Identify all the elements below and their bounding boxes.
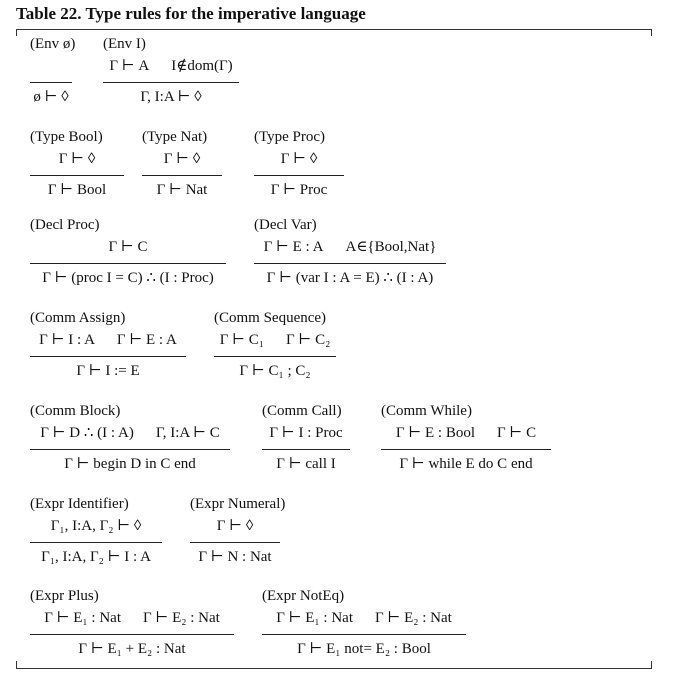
premise-part: Γ ⊢ E₂ : Nat	[375, 610, 452, 626]
rule-env-i	[103, 34, 239, 109]
inference-bar	[30, 263, 226, 264]
rule-conclusion: Γ₁, I:A, Γ₂ ⊢ I : A	[41, 549, 151, 565]
rule-premise: Γ ⊢ I : Proc	[269, 425, 343, 441]
inference-bar	[262, 634, 466, 635]
rule-premise	[30, 328, 186, 352]
rule-comm-block	[30, 401, 230, 476]
rule-conclusion: Γ ⊢ E₁ not= E₂ : Bool	[297, 641, 431, 657]
table-frame-bottom	[16, 668, 652, 669]
inference-bar	[30, 82, 72, 83]
premise-part: Γ ⊢ C₁	[219, 332, 264, 348]
inference-bar	[103, 82, 239, 83]
rule-premise: Γ ⊢ ◊	[163, 151, 201, 167]
rule-name: (Decl Var)	[254, 217, 317, 233]
rule-name: (Comm Sequence)	[214, 310, 327, 326]
rule-name: (Type Proc)	[254, 129, 326, 145]
rule-name: (Env ø)	[30, 36, 76, 52]
frame-tick-right	[651, 29, 652, 36]
inference-bar	[190, 542, 280, 543]
premise-part: Γ ⊢ E : A	[116, 332, 177, 348]
rule-type-bool	[30, 127, 124, 202]
rule-conclusion: Γ ⊢ (var I : A = E) ∴ (I : A)	[266, 270, 434, 286]
inference-bar	[254, 263, 446, 264]
frame-tick-left	[16, 29, 17, 36]
premise-part: Γ ⊢ C	[497, 425, 537, 441]
inference-bar	[30, 449, 230, 450]
premise-part: Γ ⊢ C₂	[286, 332, 331, 348]
table-frame-top	[16, 29, 652, 30]
premise-part: Γ ⊢ E₂ : Nat	[143, 610, 220, 626]
rule-premise: Γ ⊢ C	[108, 239, 148, 255]
table-title: Table 22. Type rules for the imperative language	[16, 4, 366, 23]
premise-part: Γ ⊢ D ∴ (I : A)	[40, 425, 134, 441]
rule-conclusion: Γ ⊢ I := E	[76, 363, 140, 379]
rule-premise	[381, 421, 551, 445]
premise-part: Γ ⊢ E : Bool	[395, 425, 475, 441]
rule-env-empty	[30, 34, 76, 109]
inference-bar	[142, 175, 222, 176]
rule-type-nat	[142, 127, 222, 202]
rule-name: (Expr Identifier)	[30, 496, 129, 512]
rule-conclusion: Γ ⊢ call I	[276, 456, 336, 472]
rule-conclusion: Γ ⊢ Proc	[270, 182, 328, 198]
rule-expr-identifier	[30, 494, 162, 569]
rule-name: (Expr Plus)	[30, 588, 99, 604]
rule-expr-numeral	[190, 494, 286, 569]
rule-name: (Comm Call)	[262, 403, 342, 419]
rule-premise	[30, 606, 234, 630]
rule-premise	[262, 606, 466, 630]
rule-conclusion: Γ ⊢ Nat	[156, 182, 208, 198]
premise-part: Γ ⊢ E₁ : Nat	[276, 610, 353, 626]
inference-bar	[254, 175, 344, 176]
rule-conclusion: Γ ⊢ N : Nat	[198, 549, 272, 565]
rule-name: (Expr Numeral)	[190, 496, 286, 512]
rule-premise	[214, 328, 336, 352]
rule-type-proc	[254, 127, 344, 202]
premise-part: I∉dom(Γ)	[171, 58, 233, 74]
rule-name: (Comm Assign)	[30, 310, 126, 326]
premise-part: A∈{Bool,Nat}	[345, 239, 437, 255]
rule-conclusion: Γ, I:A ⊢ ◊	[140, 89, 202, 105]
rule-decl-proc	[30, 215, 226, 290]
frame-tick-bottom-right	[651, 661, 652, 668]
rule-conclusion: Γ ⊢ (proc I = C) ∴ (I : Proc)	[42, 270, 214, 286]
rule-premise: Γ ⊢ ◊	[280, 151, 318, 167]
inference-bar	[30, 542, 162, 543]
rule-conclusion: Γ ⊢ C₁ ; C₂	[239, 363, 311, 379]
rule-name: (Env I)	[103, 36, 146, 52]
rule-expr-plus	[30, 586, 234, 661]
rule-comm-sequence	[214, 308, 336, 383]
rule-conclusion: Γ ⊢ E₁ + E₂ : Nat	[78, 641, 186, 657]
rule-comm-assign	[30, 308, 186, 383]
rule-conclusion: Γ ⊢ begin D in C end	[64, 456, 196, 472]
rule-name: (Comm Block)	[30, 403, 121, 419]
premise-part: Γ ⊢ I : A	[39, 332, 95, 348]
rule-conclusion: Γ ⊢ while E do C end	[399, 456, 533, 472]
inference-bar	[381, 449, 551, 450]
rule-conclusion: ø ⊢ ◊	[33, 89, 69, 105]
rule-premise	[30, 421, 230, 445]
rule-comm-call	[262, 401, 350, 476]
premise-part: Γ, I:A ⊢ C	[155, 425, 220, 441]
rule-premise	[254, 235, 446, 259]
premise-part: Γ ⊢ E : A	[263, 239, 324, 255]
inference-bar	[30, 356, 186, 357]
rule-decl-var	[254, 215, 446, 290]
premise-part: Γ ⊢ E₁ : Nat	[44, 610, 121, 626]
rule-name: (Type Nat)	[142, 129, 208, 145]
rule-comm-while	[381, 401, 551, 476]
rule-conclusion: Γ ⊢ Bool	[47, 182, 107, 198]
premise-part: Γ ⊢ A	[109, 58, 150, 74]
inference-bar	[30, 175, 124, 176]
rule-premise: Γ ⊢ ◊	[216, 518, 254, 534]
rule-premise	[103, 54, 239, 78]
rule-name: (Expr NotEq)	[262, 588, 345, 604]
rule-name: (Comm While)	[381, 403, 472, 419]
inference-bar	[262, 449, 350, 450]
rule-premise	[30, 54, 72, 78]
frame-tick-bottom-left	[16, 661, 17, 668]
inference-bar	[30, 634, 234, 635]
rule-expr-noteq	[262, 586, 466, 661]
rule-premise: Γ₁, I:A, Γ₂ ⊢ ◊	[50, 518, 142, 534]
rule-name: (Decl Proc)	[30, 217, 100, 233]
rule-premise: Γ ⊢ ◊	[58, 151, 96, 167]
rule-name: (Type Bool)	[30, 129, 103, 145]
inference-bar	[214, 356, 336, 357]
